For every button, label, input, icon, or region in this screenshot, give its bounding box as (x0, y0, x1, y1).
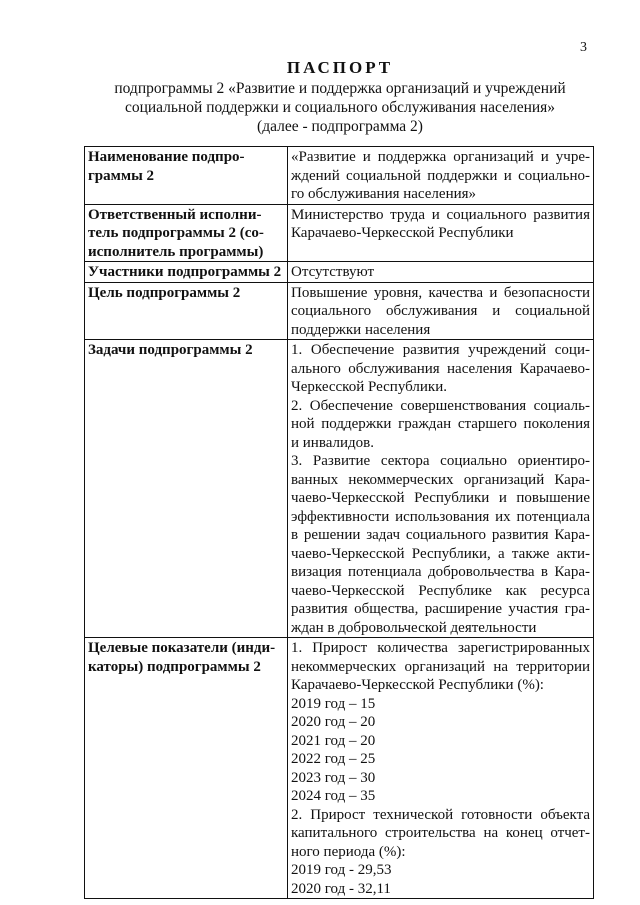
value-line: 2020 год – 20 (291, 714, 376, 730)
row-label (85, 147, 288, 205)
label-line: Ответственный исполни- (88, 206, 262, 223)
value-line: в решении задач социального развития Кара- (291, 527, 590, 543)
value-line: 2. Обеспечение совершенствования социаль- (291, 397, 590, 414)
passport-table (84, 146, 594, 899)
value-line: Повышение уровня, качества и безопасности (291, 284, 590, 301)
table-row (85, 262, 594, 283)
row-value (288, 147, 594, 205)
label-line: Наименование подпро- (88, 149, 245, 165)
row-value (288, 282, 594, 340)
label-line: каторы) подпрограммы 2 (88, 658, 261, 675)
value-line: ждений социальной поддержки и социально- (291, 167, 590, 184)
value-line: и инвалидов. (291, 434, 374, 451)
label-line: Цель подпрограммы 2 (88, 284, 241, 301)
label-line: Целевые показатели (инди- (88, 640, 276, 656)
value-line: поддержки населения (291, 321, 431, 338)
subtitle-line: (далее - подпрограмма 2) (257, 118, 423, 135)
value-line: чаево-Черкесской Республики и повышение (291, 490, 590, 506)
value-line: 2021 год – 20 (291, 732, 376, 749)
table-row (85, 282, 594, 340)
subtitle-line: социальной поддержки и социального обслуживания населения» (124, 99, 556, 116)
value-line: 2023 год – 30 (291, 769, 376, 786)
value-line: 2019 год – 15 (291, 695, 376, 712)
table-row (85, 340, 594, 638)
value-line: 2020 год - 32,11 (291, 880, 391, 897)
value-line: развития общества, расширение участия гра- (291, 601, 590, 617)
value-line: Карачаево-Черкесской Республики (%): (291, 677, 544, 693)
page-number: 3 (580, 40, 587, 55)
row-label (85, 262, 288, 283)
value-line: го обслуживания населения» (291, 186, 477, 202)
row-label (85, 340, 288, 638)
label-line: Задачи подпрограммы 2 (88, 342, 253, 358)
value-line: социального обслуживания и социальной (291, 303, 590, 319)
row-value (288, 204, 594, 262)
value-line: ждан в добровольческой деятельности (291, 619, 537, 636)
document-title: ПАСПОРТ (286, 58, 394, 77)
value-line: 2. Прирост технической готовности объекта (291, 806, 590, 823)
subtitle-line: подпрограммы 2 «Развитие и поддержка организаций и учреждений (114, 80, 566, 97)
value-line: 2019 год - 29,53 (291, 862, 392, 878)
label-line: Участники подпрограммы 2 (88, 264, 282, 280)
value-line: 1. Обеспечение развития учреждений соци- (291, 342, 590, 358)
value-line: чаево-Черкесской Республике как ресурса (291, 582, 590, 599)
value-line: ального обслуживания населения Карачаево- (291, 360, 590, 377)
value-line: ной поддержки граждан старшего поколения (291, 416, 590, 432)
table-row (85, 204, 594, 262)
label-line: граммы 2 (88, 167, 155, 184)
label-line: исполнитель программы) (88, 243, 264, 260)
value-line: Карачаево-Черкесской Республики (291, 225, 514, 241)
value-line: 1. Прирост количества зарегистрированных (291, 640, 590, 656)
value-line: ванных некоммерческих организаций Кара- (291, 471, 590, 488)
row-label (85, 204, 288, 262)
label-line: тель подпрограммы 2 (со- (88, 225, 264, 241)
value-line: «Развитие и поддержка организаций и учре- (291, 149, 590, 165)
value-line: ного периода (%): (291, 843, 406, 860)
value-line: 2022 год – 25 (291, 751, 376, 767)
value-line: эффективности использования их потенциала (291, 508, 590, 525)
value-line: капитального строительства на конец отчет- (291, 825, 590, 841)
table-row (85, 147, 594, 205)
row-value (288, 638, 594, 899)
document-subtitle (0, 79, 640, 136)
value-line: 3. Развитие сектора социально ориентиро- (291, 453, 590, 469)
table-row (85, 638, 594, 899)
value-line: Министерство труда и социального развития (291, 206, 590, 223)
value-line: Отсутствуют (291, 264, 375, 280)
value-line: некоммерческих организаций на территории (291, 658, 590, 675)
value-line: Черкесской Республики. (291, 379, 447, 395)
row-label (85, 282, 288, 340)
value-line: чаево-Черкесской Республики, а также акти- (291, 545, 590, 562)
value-line: 2024 год – 35 (291, 788, 376, 804)
row-value (288, 340, 594, 638)
row-value (288, 262, 594, 283)
value-line: визация потенциала добровольчества в Кара- (291, 564, 590, 580)
row-label (85, 638, 288, 899)
